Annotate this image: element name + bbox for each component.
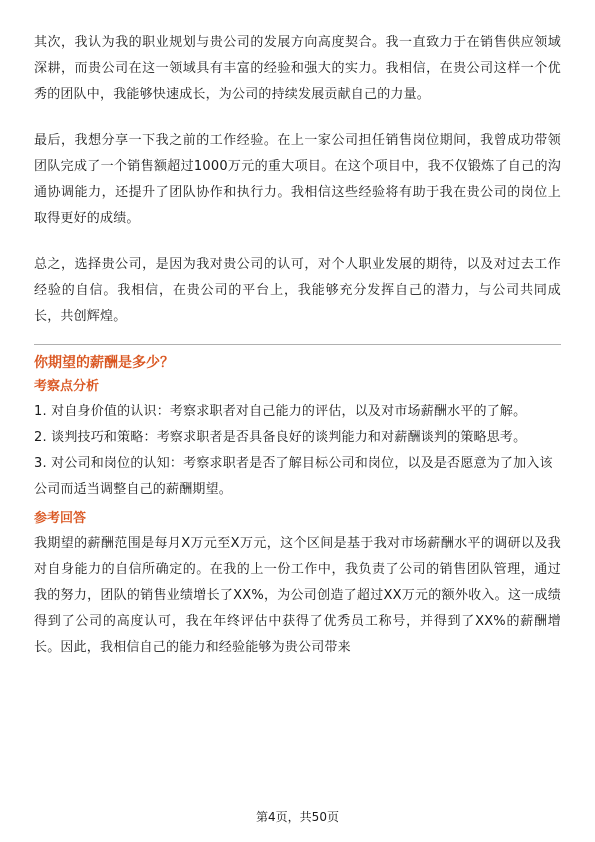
analysis-point: 1. 对自身价值的认识：考察求职者对自己能力的评估，以及对市场薪酬水平的了解。: [34, 404, 527, 419]
question-heading: 你期望的薪酬是多少？: [34, 355, 174, 371]
page-number: 第4页，共50页: [256, 810, 339, 824]
paragraph-conclusion: 总之，选择贵公司，是因为我对贵公司的认可，对个人职业发展的期待，以及对过去工作经验的自信。我相信，在贵公司的平台上，我能够充分发挥自己的潜力，与公司共同成长，共创辉煌。: [34, 257, 561, 324]
analysis-point: 2. 谈判技巧和策略：考察求职者是否具备良好的谈判能力和对薪酬谈判的策略思考。: [34, 430, 527, 445]
analysis-point: 3. 对公司和岗位的认知：考察求职者是否了解目标公司和岗位，以及是否愿意为了加入该公司而适当调整自己的薪酬期望。: [34, 456, 553, 497]
document-page: [34, 30, 561, 661]
analysis-list: [34, 399, 561, 503]
reference-answer-heading: 参考回答: [34, 511, 87, 526]
section-divider: [34, 344, 561, 345]
reference-answer-text: 我期望的薪酬范围是每月X万元至X万元，这个区间是基于我对市场薪酬水平的调研以及我对自身能力的自信所确定的。在我的上一份工作中，我负责了公司的销售团队管理，通过我的努力，团队的销售业绩增长了XX%，为公司创造了超过XX万元的额外收入。这一成绩得到了公司的高度认可，我在年终评估中获得了优秀员工称号，并得到了XX%的薪酬增长。因此，我相信自己的能力和经验能够为贵公司带来: [34, 536, 561, 655]
analysis-heading: 考察点分析: [34, 379, 100, 394]
paragraph-work-experience: 最后，我想分享一下我之前的工作经验。在上一家公司担任销售岗位期间，我曾成功带领团队完成了一个销售额超过1000万元的重大项目。在这个项目中，我不仅锻炼了自己的沟通协调能力，还提升了团队协作和执行力。我相信这些经验将有助于我在贵公司的岗位上取得更好的成绩。: [34, 133, 561, 226]
paragraph-career-plan: 其次，我认为我的职业规划与贵公司的发展方向高度契合。我一直致力于在销售供应领域深耕，而贵公司在这一领域具有丰富的经验和强大的实力。我相信，在贵公司这样一个优秀的团队中，我能够快速成长，为公司的持续发展贡献自己的力量。: [34, 35, 561, 102]
